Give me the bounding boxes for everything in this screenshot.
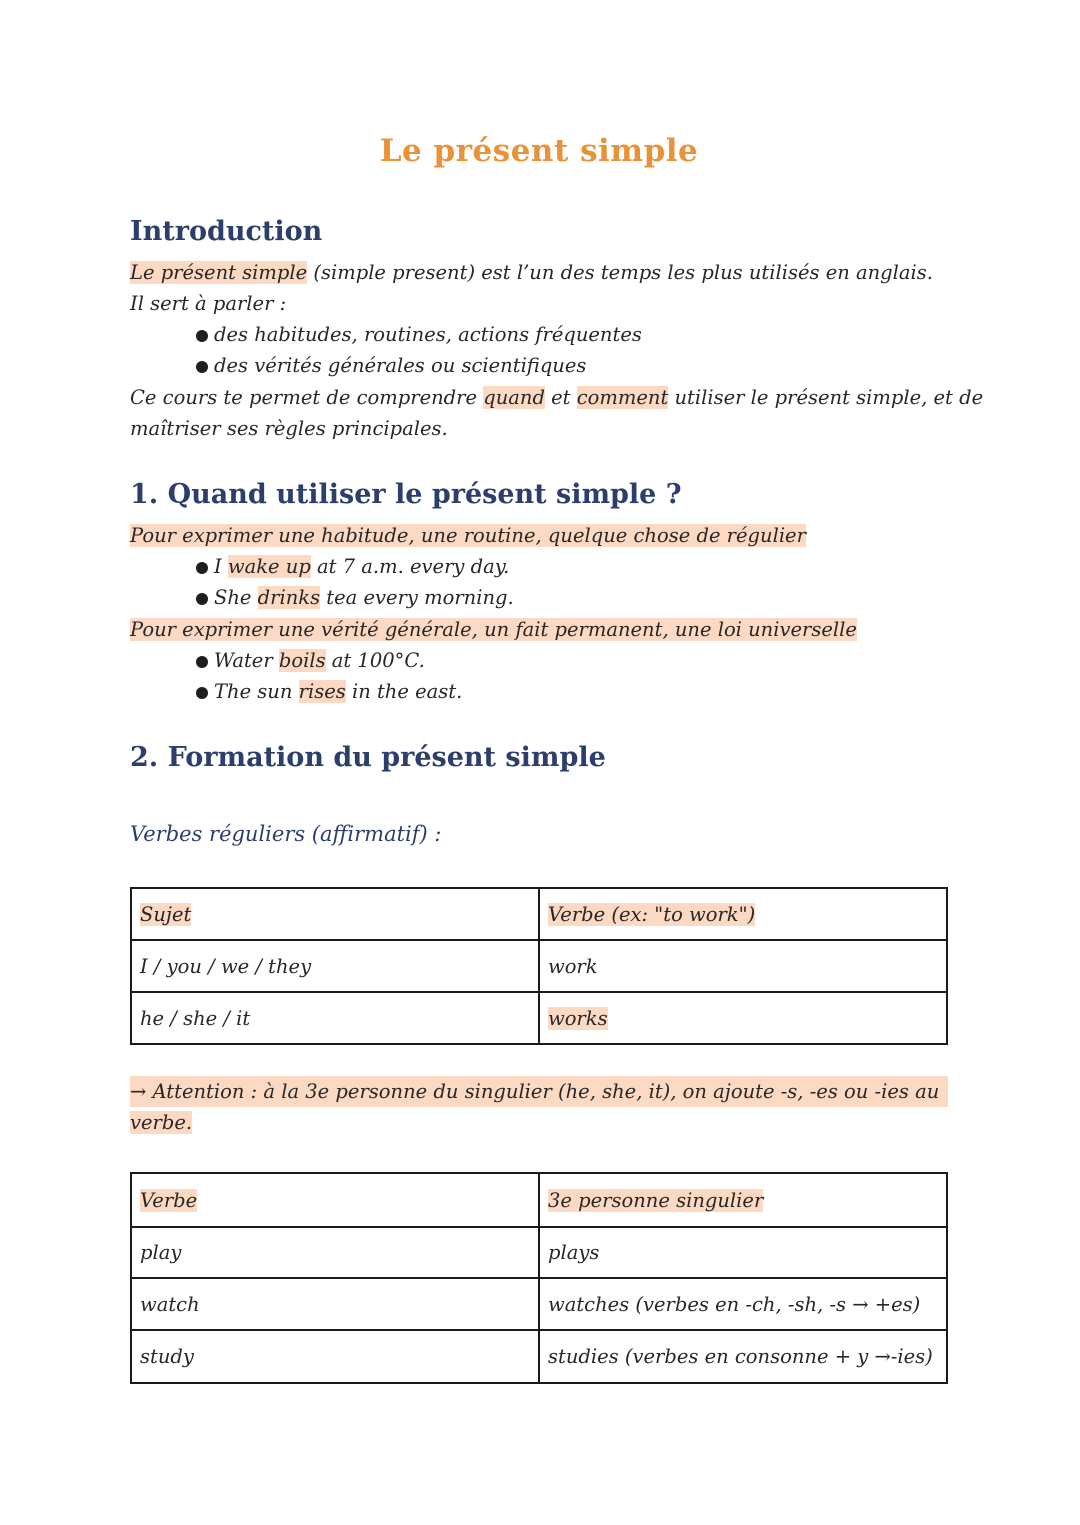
highlight: Le présent simple xyxy=(130,261,308,284)
table-cell: plays xyxy=(539,1227,947,1278)
table-row xyxy=(131,1330,947,1383)
bullet-icon xyxy=(196,656,208,668)
table-row xyxy=(131,992,947,1044)
text: tea every morning. xyxy=(320,586,514,609)
section2-subheading: Verbes réguliers (affirmatif) : xyxy=(130,822,442,846)
highlight: boils xyxy=(278,649,326,672)
table-row xyxy=(131,1227,947,1278)
text: at 100°C. xyxy=(325,649,425,672)
intro-bullet xyxy=(196,350,586,381)
intro-line-3 xyxy=(130,382,983,413)
highlight: Pour exprimer une vérité générale, un fait permanent, une loi universelle xyxy=(130,618,857,641)
text: The sun xyxy=(214,680,299,703)
table-cell: work xyxy=(539,940,947,992)
table-header-cell xyxy=(131,888,539,940)
intro-heading: Introduction xyxy=(130,216,323,247)
section2-heading: 2. Formation du présent simple xyxy=(130,742,606,773)
bullet-icon xyxy=(196,593,208,605)
bullet-icon xyxy=(196,562,208,574)
table-header-cell xyxy=(131,1173,539,1227)
highlight: verbe. xyxy=(130,1111,193,1134)
table-cell: watch xyxy=(131,1278,539,1330)
attention-note-cont xyxy=(130,1107,192,1138)
example xyxy=(196,551,509,582)
text: She xyxy=(214,586,258,609)
intro-line-4: maîtriser ses règles principales. xyxy=(130,417,448,440)
text: et xyxy=(544,386,577,409)
table-cell: watches (verbes en -ch, -sh, -s → +es) xyxy=(539,1278,947,1330)
attention-note xyxy=(130,1076,948,1107)
example xyxy=(196,676,462,707)
table-cell: he / she / it xyxy=(131,992,539,1044)
table-header-cell xyxy=(539,1173,947,1227)
conjugation-table xyxy=(130,887,948,1045)
highlight: comment xyxy=(576,386,669,409)
highlight: Sujet xyxy=(140,902,192,926)
text: in the east. xyxy=(345,680,463,703)
bullet-icon xyxy=(196,361,208,373)
example xyxy=(196,582,514,613)
page-title: Le présent simple xyxy=(379,133,699,169)
highlight: → Attention : à la 3e personne du singulier (he, she, it), on ajoute -s, -es ou -ies au xyxy=(130,1076,948,1107)
third-person-table xyxy=(130,1172,948,1384)
text: I xyxy=(214,555,228,578)
text: Water xyxy=(214,649,279,672)
bullet-text: des habitudes, routines, actions fréquentes xyxy=(214,323,642,346)
table-cell xyxy=(539,992,947,1044)
intro-line-2: Il sert à parler : xyxy=(130,292,287,315)
text: Ce cours te permet de comprendre xyxy=(130,386,484,409)
table-cell: study xyxy=(131,1330,539,1383)
table-cell: play xyxy=(131,1227,539,1278)
highlight: wake up xyxy=(227,555,311,578)
highlight: Verbe xyxy=(140,1188,198,1212)
bullet-text: des vérités générales ou scientifiques xyxy=(214,354,587,377)
usage-2 xyxy=(130,614,857,645)
usage-1 xyxy=(130,520,806,551)
text: at 7 a.m. every day. xyxy=(310,555,510,578)
table-row xyxy=(131,940,947,992)
highlight: Verbe (ex: "to work") xyxy=(548,902,756,926)
table-header-cell xyxy=(539,888,947,940)
text: utiliser le présent simple, et de xyxy=(668,386,984,409)
table-cell: studies (verbes en consonne + y →-ies) xyxy=(539,1330,947,1383)
highlight: quand xyxy=(483,386,545,409)
section1-heading: 1. Quand utiliser le présent simple ? xyxy=(130,479,682,510)
highlight: 3e personne singulier xyxy=(548,1188,764,1212)
example xyxy=(196,645,425,676)
text: (simple present) est l’un des temps les plus utilisés en anglais. xyxy=(307,261,933,284)
highlight: drinks xyxy=(257,586,321,609)
highlight: rises xyxy=(298,680,346,703)
bullet-icon xyxy=(196,330,208,342)
bullet-icon xyxy=(196,687,208,699)
table-cell: I / you / we / they xyxy=(131,940,539,992)
table-header-row xyxy=(131,888,947,940)
intro-bullet xyxy=(196,319,642,350)
highlight: works xyxy=(548,1006,608,1030)
table-header-row xyxy=(131,1173,947,1227)
table-row xyxy=(131,1278,947,1330)
highlight: Pour exprimer une habitude, une routine, quelque chose de régulier xyxy=(130,524,806,547)
intro-line-1 xyxy=(130,257,933,288)
